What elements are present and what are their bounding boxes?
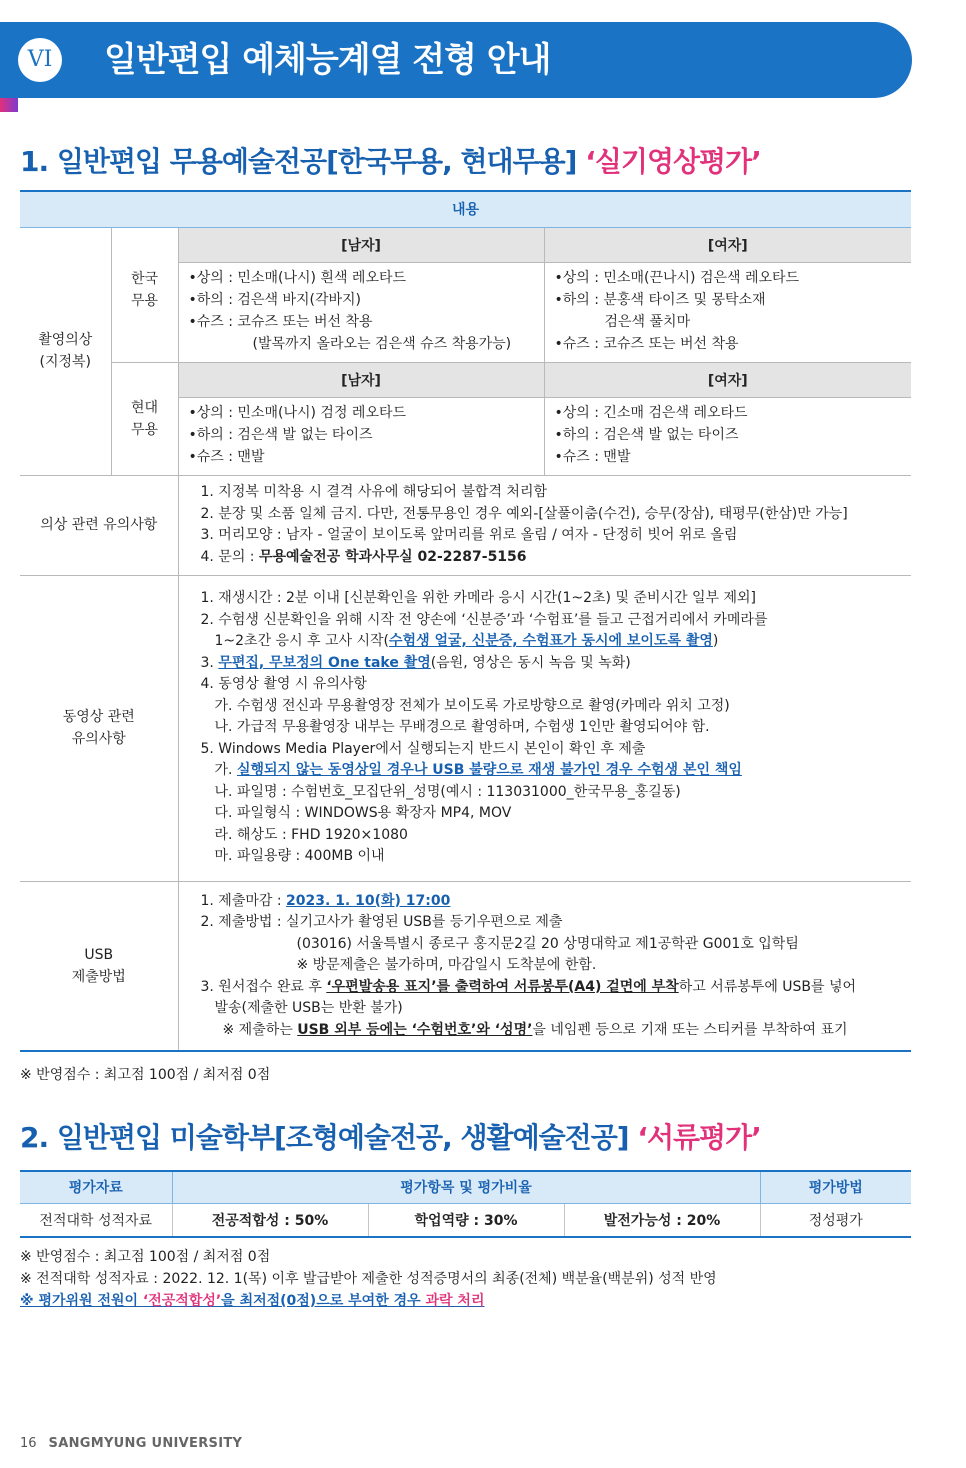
page-footer (20, 1436, 242, 1451)
list-item: (발목까지 올라오는 검은색 슈즈 착용가능) (252, 335, 512, 352)
header-criteria: 평가항목 및 평가비율 (172, 1171, 760, 1203)
list-item: •상의 : 민소매(나시) 검정 레오타드 (188, 404, 407, 421)
male-header: [남자] (178, 227, 544, 262)
modern-female-cell (544, 397, 911, 475)
cell-major-fit: 전공적합성 : 50% (172, 1203, 368, 1237)
list-item: (03016) 서울특별시 종로구 홍지문2길 20 상명대학교 제1공학관 G001호 입학팀 (296, 935, 799, 952)
text: ※ 제출하는 (222, 1021, 298, 1038)
costume-label-line1: 촬영의상 (38, 332, 93, 348)
list-item (201, 547, 912, 569)
list-item: 마. 파일용량 : 400MB 이내 (214, 848, 385, 865)
highlight: 과락 처리 (425, 1293, 485, 1309)
video-notes-label (20, 575, 178, 881)
text: 1. 제출마감 : (200, 892, 287, 909)
header-material: 평가자료 (20, 1171, 172, 1203)
list-item (201, 1020, 912, 1042)
section1-title (20, 140, 761, 180)
text: ) (712, 633, 719, 650)
note: ※ 반영점수 : 최고점 100점 / 최저점 0점 (20, 1249, 271, 1265)
page-number: 16 (20, 1436, 37, 1451)
list-item: •하의 : 검은색 발 없는 타이즈 (188, 426, 373, 443)
score-note: ※ 반영점수 : 최고점 100점 / 최저점 0점 (20, 1067, 271, 1083)
modern-male-cell (178, 397, 544, 475)
text: 을 최저점(0점)으로 부여한 경우 (221, 1293, 426, 1309)
note: ※ 전적대학 성적자료 : 2022. 12. 1(목) 이후 발급받아 제출한 성적증명서의 최종(전체) 백분율(백분위) 성적 반영 (20, 1271, 717, 1287)
text: 3. (200, 654, 219, 671)
highlight: USB 외부 등에는 ‘수험번호’와 ‘성명’ (297, 1021, 533, 1038)
list-item: •상의 : 민소매(끈나시) 검은색 레오타드 (554, 269, 800, 286)
section-number-badge: VI (18, 38, 62, 82)
inquiry-contact: 무용예술전공 학과사무실 02-2287-5156 (258, 548, 527, 565)
highlight: ‘전공적합성’ (142, 1293, 222, 1309)
section2-title-accent: ‘서류평가’ (637, 1121, 761, 1154)
text: 을 네임펜 등으로 기재 또는 스티커를 부착하여 표기 (532, 1021, 848, 1038)
list-item: 가. 수험생 전신과 무용촬영장 전체가 보이도록 가로방향으로 촬영(카메라 위치 고정) (214, 697, 730, 714)
list-item: 4. 동영상 촬영 시 유의사항 (200, 676, 367, 693)
cell-academic: 학업역량 : 30% (368, 1203, 564, 1237)
list-item: •슈즈 : 맨발 (554, 448, 631, 465)
female-header: [여자] (544, 227, 911, 262)
list-item: 발송(제출한 USB는 반환 불가) (214, 1000, 403, 1016)
text: 1~2초간 응시 후 고사 시작( (214, 633, 390, 650)
cell-method: 정성평가 (760, 1203, 911, 1237)
list-item (201, 653, 912, 675)
dance-table (20, 190, 911, 1052)
text: (음원, 영상은 동시 녹음 및 녹화) (430, 654, 631, 671)
list-item: 나. 파일명 : 수험번호_모집단위_성명(예시 : 113031000_한국무용_홍길동) (214, 783, 681, 800)
korean-female-cell (544, 262, 911, 362)
list-item: 2. 분장 및 소품 일체 금지. 다만, 전통무용인 경우 예외-[살풀이춤(수건), 승무(장삼), 태평무(한삼)만 가능] (200, 505, 848, 522)
note (20, 1290, 717, 1312)
text: ※ 평가위원 전원이 (20, 1293, 143, 1309)
text: 하고 서류봉투에 USB를 넣어 (678, 978, 857, 995)
video-label-line2: 유의사항 (71, 731, 126, 747)
text: 가. (214, 762, 237, 779)
costume-notes (178, 475, 911, 575)
art-table (20, 1170, 911, 1238)
list-item: 2. 수험생 신분확인을 위해 시작 전 양손에 ‘신분증’과 ‘수험표’를 들고 근접거리에서 카메라를 (200, 611, 768, 628)
video-notes (178, 575, 911, 881)
list-item: ※ 방문제출은 불가하며, 마감일시 도착분에 한함. (296, 957, 597, 973)
usb-label (20, 881, 178, 1051)
female-header-2: [여자] (544, 362, 911, 397)
video-label-line1: 동영상 관련 (62, 709, 135, 725)
list-item: •상의 : 긴소매 검은색 레오타드 (554, 404, 748, 421)
list-item: •하의 : 분홍색 타이즈 및 몽탁소재 (554, 291, 766, 308)
costume-label-line2: (지정복) (39, 354, 91, 370)
header-method: 평가방법 (760, 1171, 911, 1203)
modern-dance-label (111, 362, 178, 475)
list-item: •슈즈 : 코슈즈 또는 버선 착용 (188, 313, 373, 330)
highlight: ‘우편발송용 표지’를 출력하여 서류봉투(A4) 겉면에 부착 (326, 978, 679, 995)
cell-material: 전적대학 성적자료 (20, 1203, 172, 1237)
table-header: 내용 (20, 191, 911, 227)
list-item: 1. 지정복 미착용 시 결격 사유에 해당되어 불합격 처리함 (200, 484, 547, 500)
inquiry-prefix: 4. 문의 : (200, 548, 259, 565)
cell-potential: 발전가능성 : 20% (564, 1203, 760, 1237)
korean-dance-label (111, 227, 178, 362)
list-item: •하의 : 검은색 바지(각바지) (188, 291, 361, 308)
banner-title: 일반편입 예체능계열 전형 안내 (104, 40, 551, 80)
male-header-2: [남자] (178, 362, 544, 397)
list-item: 검은색 풀치마 (604, 313, 691, 330)
list-item (201, 760, 912, 782)
list-item: •슈즈 : 코슈즈 또는 버선 착용 (554, 335, 739, 352)
section1-title-accent: ‘실기영상평가’ (585, 145, 761, 178)
highlight: 실행되지 않는 동영상일 경우나 USB 불량으로 재생 불가인 경우 수험생 본인 책임 (236, 762, 742, 779)
deadline: 2023. 1. 10(화) 17:00 (286, 892, 451, 909)
list-item: 나. 가급적 무용촬영장 내부는 무배경으로 촬영하며, 수험생 1인만 촬영되어야 함. (214, 719, 710, 736)
highlight: 수험생 얼굴, 신분증, 수험표가 동시에 보이도록 촬영 (389, 633, 713, 650)
list-item: 5. Windows Media Player에서 실행되는지 반드시 본인이 확인 후 제출 (200, 740, 646, 757)
list-item: •하의 : 검은색 발 없는 타이즈 (554, 426, 739, 443)
section2-title-main: 2. 일반편입 미술학부[조형예술전공, 생활예술전공] (20, 1121, 629, 1154)
modern-label-line1: 현대 (130, 399, 159, 416)
section2-title (20, 1116, 761, 1156)
korean-label-line2: 무용 (130, 292, 159, 309)
costume-label (20, 227, 111, 475)
list-item (201, 631, 912, 653)
list-item (201, 891, 912, 913)
korean-label-line1: 한국 (130, 270, 159, 287)
costume-notes-label: 의상 관련 유의사항 (20, 475, 178, 575)
list-item: •슈즈 : 맨발 (188, 448, 265, 465)
highlight: 무편집, 무보정의 One take 촬영 (218, 654, 431, 671)
usb-notes (178, 881, 911, 1051)
university-name: SANGMYUNG UNIVERSITY (48, 1436, 243, 1451)
list-item: •상의 : 민소매(나시) 흰색 레오타드 (188, 269, 407, 286)
usb-label-line1: USB (84, 946, 114, 963)
korean-male-cell (178, 262, 544, 362)
text: 3. 원서접수 완료 후 (200, 978, 327, 995)
list-item: 다. 파일형식 : WINDOWS용 확장자 MP4, MOV (214, 805, 512, 822)
accent-bar (0, 98, 18, 112)
section-banner (0, 22, 912, 98)
list-item: 2. 제출방법 : 실기고사가 촬영된 USB를 등기우편으로 제출 (200, 914, 563, 930)
list-item: 3. 머리모양 : 남자 - 얼굴이 보이도록 앞머리를 위로 올림 / 여자 - 단정히 빗어 위로 올림 (200, 527, 738, 543)
list-item: 라. 해상도 : FHD 1920×1080 (214, 826, 408, 843)
section1-title-main: 1. 일반편입 무용예술전공[한국무용, 현대무용] (20, 145, 577, 178)
section2-notes (20, 1246, 717, 1312)
list-item: 1. 재생시간 : 2분 이내 [신분확인을 위한 카메라 응시 시간(1~2초) 및 준비시간 일부 제외] (200, 590, 756, 607)
modern-label-line2: 무용 (130, 421, 159, 438)
usb-label-line2: 제출방법 (71, 968, 126, 985)
list-item (201, 977, 912, 999)
